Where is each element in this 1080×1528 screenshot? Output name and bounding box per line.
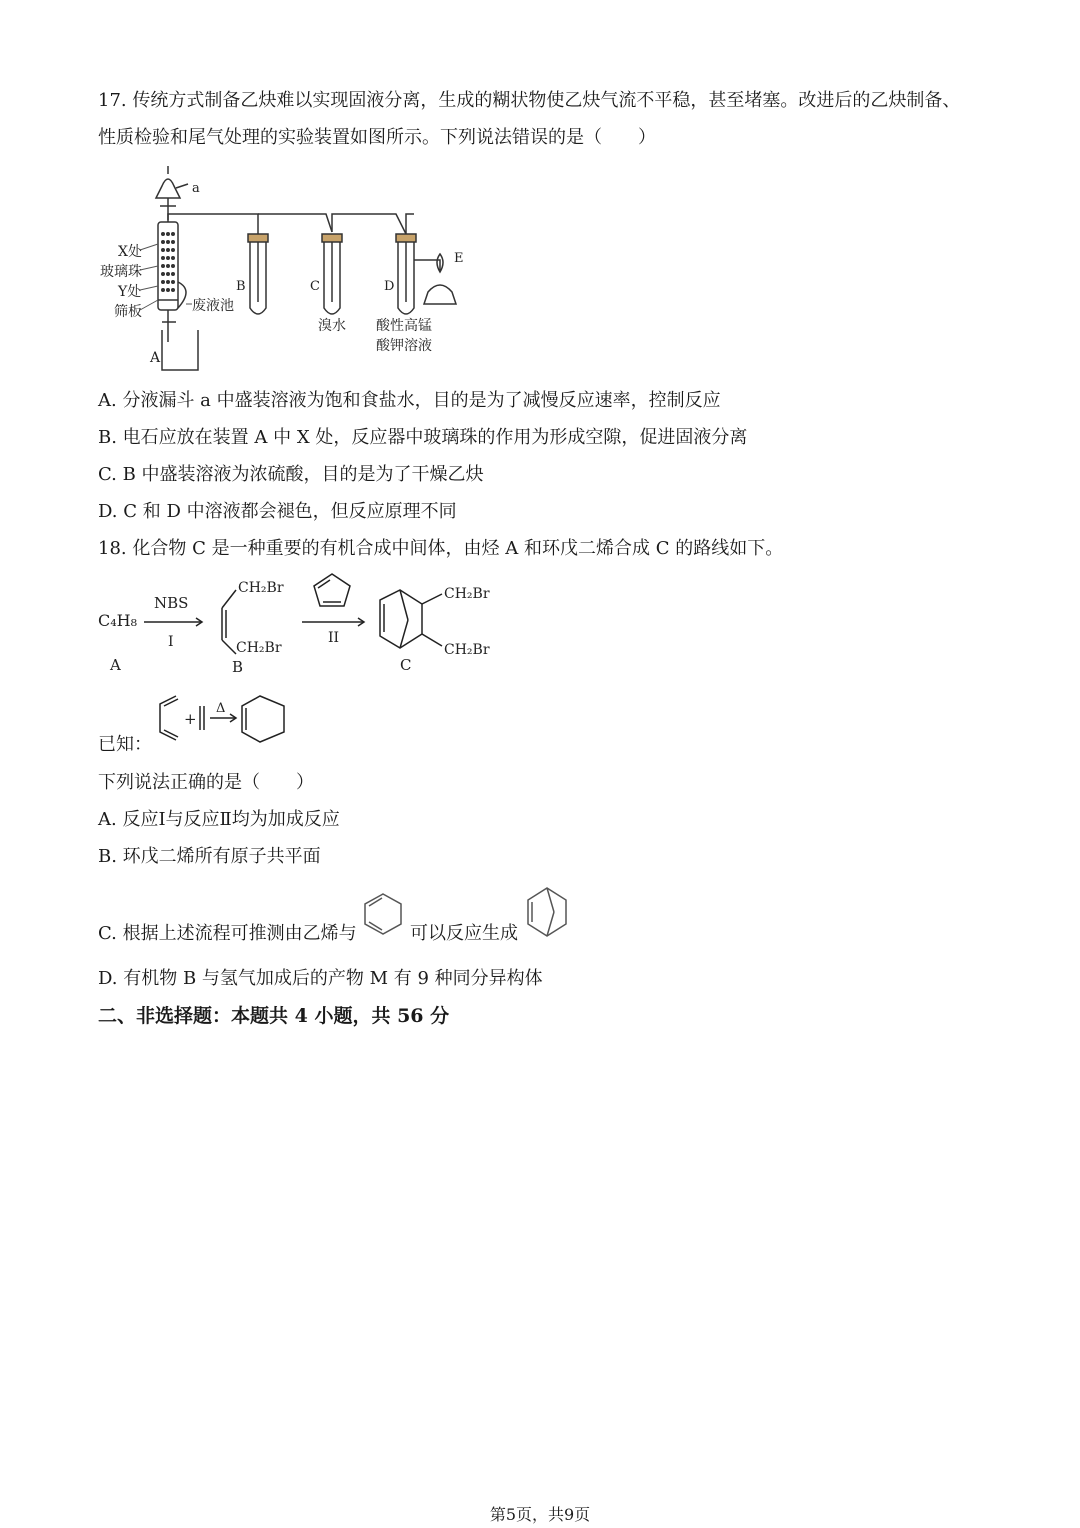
compound-c-label: C [400,656,412,674]
c-ch2br-bottom: CH₂Br [444,642,490,658]
label-waste-pool: 废液池 [192,298,234,314]
cyclohexene-icon [242,696,284,742]
label-B: B [236,279,246,294]
q17-option-a: A. 分液漏斗 a 中盛装溶液为饱和食盐水，目的是为了减慢反应速率，控制反应 [98,390,721,411]
q18-option-c [98,922,570,946]
section-heading: 二、非选择题：本题共 4 小题，共 56 分 [98,1005,450,1027]
formula-a: C₄H₈ [98,611,138,630]
q17-option-d: D. C 和 D 中溶液都会褪色，但反应原理不同 [98,501,457,522]
synthesis-route-scheme [96,570,506,682]
label-a: a [192,181,200,196]
q18-stem: 18. 化合物 C 是一种重要的有机合成中间体，由烃 A 和环戊二烯合成 C 的路线如下。 [98,538,784,559]
b-ch2br-top: CH₂Br [238,580,284,596]
compound-c-structure-icon [380,590,442,648]
q17-stem-line2: 性质检验和尾气处理的实验装置如图所示。下列说法错误的是（ ） [98,127,656,148]
label-kmno4-line2: 酸钾溶液 [376,338,432,354]
compound-a-label: A [110,656,121,674]
q18-option-c-part1: C. 根据上述流程可推测由乙烯与 [98,923,357,944]
c-ch2br-top: CH₂Br [444,586,490,602]
glass-beads-icon [161,232,175,292]
q18-prompt: 下列说法正确的是（ ） [98,772,314,793]
q18-option-a: A. 反应Ⅰ与反应Ⅱ均为加成反应 [98,809,340,830]
label-bromine-water: 溴水 [318,318,346,334]
diels-alder-known-reaction [150,688,300,752]
acetylene-apparatus-figure [96,162,476,374]
label-A: A [150,350,161,366]
label-y: Y处 [118,284,142,300]
label-x: X处 [118,244,142,260]
q18-option-c-part2: 可以反应生成 [410,923,519,944]
known-label: 已知： [98,734,152,755]
known-plus: + [184,710,197,728]
label-sieve: 筛板 [114,304,142,320]
q17-stem-line1: 17. 传统方式制备乙炔难以实现固液分离，生成的糊状物使乙炔气流不平稳，甚至堵塞。改进后的乙炔制备、 [98,90,961,111]
label-kmno4-line1: 酸性高锰 [376,318,432,334]
step2-label: II [328,630,340,646]
label-D: D [384,279,395,294]
label-C: C [310,279,320,294]
alcohol-lamp-icon [424,285,456,304]
cyclohexadiene-icon [362,892,404,936]
reagent-nbs: NBS [154,594,189,612]
bicyclooctene-icon [524,886,570,938]
q18-option-d: D. 有机物 B 与氢气加成后的产物 M 有 9 种同分异构体 [98,968,543,989]
b-ch2br-bottom: CH₂Br [236,640,282,656]
label-E: E [454,251,464,266]
known-heat: Δ [216,701,226,716]
cyclopentadiene-icon [314,574,350,606]
label-beads: 玻璃珠 [100,264,142,280]
compound-b-label: B [232,658,244,676]
butadiene-icon [160,696,176,740]
step1-label: I [168,634,174,650]
q17-option-c: C. B 中盛装溶液为浓硫酸，目的是为了干燥乙炔 [98,464,484,485]
q17-option-b: B. 电石应放在装置 A 中 X 处，反应器中玻璃珠的作用为形成空隙，促进固液分离 [98,427,748,448]
compound-b-structure-icon [222,590,236,654]
q18-option-b: B. 环戊二烯所有原子共平面 [98,846,321,867]
page-footer: 第5页，共9页 [489,1505,591,1524]
